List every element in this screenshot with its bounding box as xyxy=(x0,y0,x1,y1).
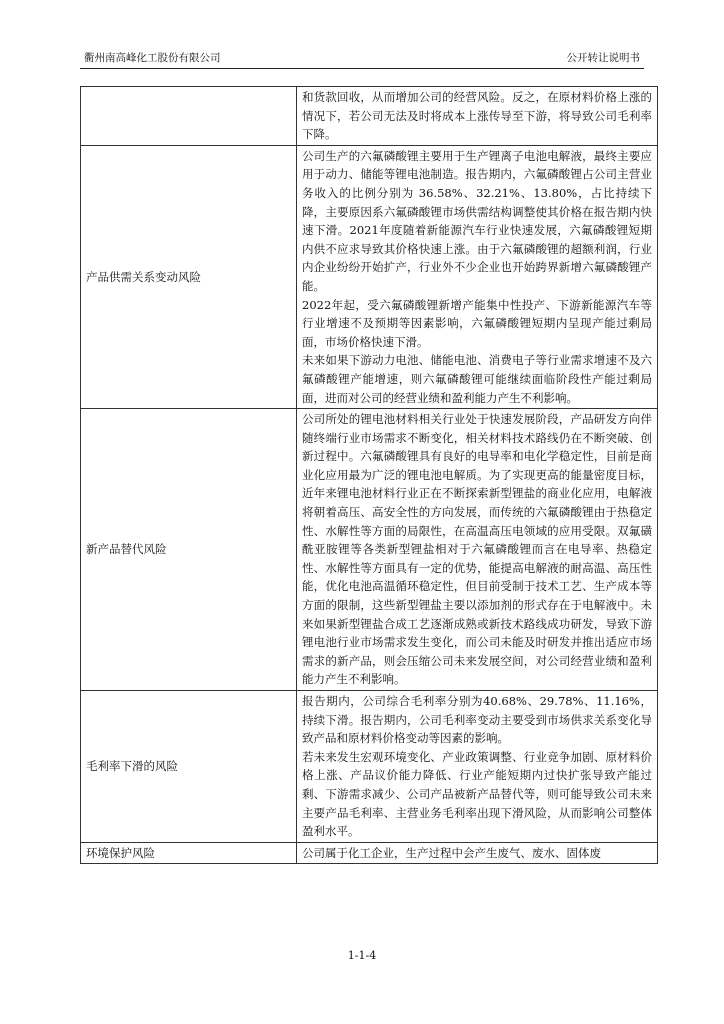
table-row xyxy=(81,409,658,691)
page-number: 1-1-4 xyxy=(347,949,377,962)
page-header xyxy=(80,50,644,66)
risk-description-paragraph: 若未来发生宏观环境变化、产业政策调整、行业竞争加剧、原材料价格上涨、产品议价能力降低、行业产能短期内过快扩张导致产能过剩、下游需求减少、公司产品被新产品替代等，则可能导致公司未来主要产品毛利率、主营业务毛利率出现下滑风险，从而影响公司整体盈利水平。 xyxy=(302,749,652,839)
risk-category-cell: 产品供需关系变动风险 xyxy=(81,145,297,408)
risk-factor-table xyxy=(80,86,658,864)
table-row xyxy=(81,691,658,843)
risk-category-cell: 环境保护风险 xyxy=(81,842,297,864)
risk-description-paragraph: 公司属于化工企业，生产过程中会产生废气、废水、固体废 xyxy=(302,845,601,860)
table-row xyxy=(81,87,658,146)
risk-description-cell xyxy=(297,842,658,864)
risk-description-cell xyxy=(297,409,658,691)
risk-description-paragraph: 未来如果下游动力电池、储能电池、消费电子等行业需求增速不及六氟磷酸锂产能增速，则六氟磷酸锂可能继续面临阶段性产能过剩局面，进而对公司的经营业绩和盈利能力产生不利影响。 xyxy=(302,353,652,405)
risk-description-paragraph: 报告期内，公司综合毛利率分别为40.68%、29.78%、11.16%，持续下滑。报告期内，公司毛利率变动主要受到市场供求关系变化导致产品和原材料价格变动等因素的影响。 xyxy=(302,694,652,746)
header-company-name: 衢州南高峰化工股份有限公司 xyxy=(84,52,221,64)
table-row xyxy=(81,842,658,864)
risk-category-cell: 新产品替代风险 xyxy=(81,409,297,691)
risk-description-cell xyxy=(297,145,658,408)
risk-description-paragraph: 和货款回收，从而增加公司的经营风险。反之，在原材料价格上涨的情况下，若公司无法及时将成本上涨传导至下游，将导致公司毛利率下降。 xyxy=(302,90,652,142)
risk-description-paragraph: 2022年起，受六氟磷酸锂新增产能集中性投产、下游新能源汽车等行业增速不及预期等因素影响，六氟磷酸锂短期内呈现产能过剩局面，市场价格快速下滑。 xyxy=(302,297,652,349)
risk-description-cell xyxy=(297,87,658,146)
risk-category-cell: 毛利率下滑的风险 xyxy=(81,691,297,843)
table-row xyxy=(81,145,658,408)
header-divider xyxy=(80,68,644,69)
risk-description-cell xyxy=(297,691,658,843)
risk-category-cell xyxy=(81,87,297,146)
risk-description-paragraph: 公司生产的六氟磷酸锂主要用于生产锂离子电池电解液，最终主要应用于动力、储能等锂电池制造。报告期内，六氟磷酸锂占公司主营业务收入的比例分别为 36.58%、32.21%、13.80%，占比持续下降，主要原因系六氟磷酸锂市场供需结构调整使其价格在报告期内快速下滑。2021年度随着新能源汽车行业快速发展，六氟磷酸锂短期内供不应求导致其价格快速上涨。由于六氟磷酸锂的超额利润，行业内企业纷纷开始扩产，行业外不少企业也开始跨界新增六氟磷酸锂产能。 xyxy=(302,148,652,293)
risk-description-paragraph: 公司所处的锂电池材料相关行业处于快速发展阶段，产品研发方向伴随终端行业市场需求不断变化，相关材料技术路线仍在不断突破、创新过程中。六氟磷酸锂具有良好的电导率和电化学稳定性，目前是商业化应用最为广泛的锂电池电解质。为了实现更高的能量密度目标，近年来锂电池材料行业正在不断探索新型锂盐的商业化应用，电解液将朝着高压、高安全性的方向发展，而传统的六氟磷酸锂由于热稳定性、水解性等方面的局限性，在高温高压电领域的应用受限。双氟磺酰亚胺锂等各类新型锂盐相对于六氟磷酸锂而言在电导率、热稳定性、水解性等方面具有一定的优势，能提高电解液的耐高温、高压性能，优化电池高温循环稳定性，但目前受制于技术工艺、生产成本等方面的限制，这些新型锂盐主要以添加剂的形式存在于电解液中。未来如果新型锂盐合成工艺逐渐成熟或新技术路线成功研发，导致下游锂电池行业市场需求发生变化，而公司未能及时研发并推出适应市场需求的新产品，则会压缩公司未来发展空间，对公司经营业绩和盈利能力产生不利影响。 xyxy=(302,412,652,687)
header-document-title: 公开转让说明书 xyxy=(566,52,640,64)
